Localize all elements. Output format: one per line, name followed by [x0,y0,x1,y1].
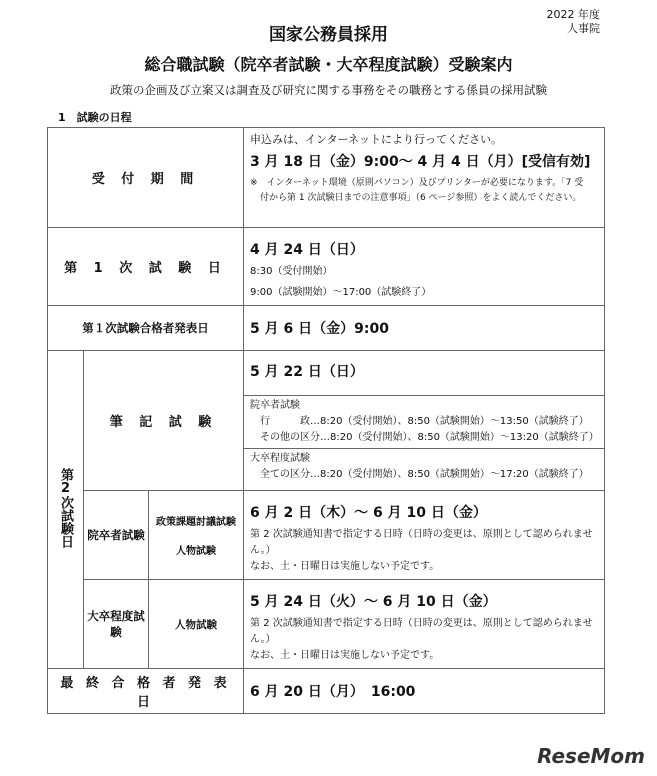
label: 政策課題討議試験 [156,517,236,528]
date: 5 月 6 日（金）9:00 [250,321,389,337]
label: 第１次試験合格者発表日 [48,306,244,351]
text: なお、土・日曜日は実施しない予定です。 [250,650,440,661]
row-first-exam [48,228,605,306]
text: なお、土・日曜日は実施しない予定です。 [250,561,440,572]
year: 2022 年度 [546,8,600,21]
row-written-exam [48,351,605,491]
schedule-table [47,127,605,714]
org: 人事院 [567,22,600,35]
label: 受 付 期 間 [48,128,244,228]
doc-description: 政策の企画及び立案又は調査及び研究に関する事務をその職務とする係員の採用試験 [110,83,547,97]
date: 5 月 24 日（火）～ 6 月 10 日（金） [250,594,497,610]
date: 6 月 20 日（月） 16:00 [250,684,416,700]
date: 6 月 2 日（木）～ 6 月 10 日（金） [250,505,487,521]
text: 申込みは、インターネットにより行ってください。 [250,133,503,146]
label: 最 終 合 格 者 発 表 日 [48,669,244,714]
label: 筆 記 試 験 [84,351,244,491]
row-grad-exam [48,491,605,580]
date: 3 月 18 日（金）9:00～ 4 月 4 日（月）[受信有効] [250,154,591,170]
text: その他の区分…8:20（受付開始）、8:50（試験開始）～13:20（試験終了） [260,432,599,443]
row-univ-exam [48,580,605,669]
label: 院卒者試験 [84,491,149,580]
text: 第 2 次試験通知書で指定する日時（日時の変更は、原則として認められません。） [250,618,593,645]
section-heading: 1 試験の日程 [58,111,132,124]
row-reception [48,128,605,228]
text: 8:30（受付開始） [250,266,333,277]
text: 院卒者試験 [250,400,301,411]
date: 5 月 22 日（日） [250,364,364,380]
row-final-result [48,669,605,714]
text: 行 政…8:20（受付開始）、8:50（試験開始）～13:50（試験終了） [260,416,589,427]
label: 第2次試験日 [58,467,73,548]
label: 大卒程度試験 [84,580,149,669]
note: 付から第 1 次試験日までの注意事項」（6 ページ参照）をよく読んでください。 [260,193,582,203]
date: 4 月 24 日（日） [250,242,364,258]
text: 9:00（試験開始）～17:00（試験終了） [250,287,432,298]
row-first-result [48,306,605,351]
text: 大卒程度試験 [250,453,311,464]
doc-title: 国家公務員採用 [269,25,388,45]
text: 全ての区分…8:20（受付開始）、8:50（試験開始）～17:20（試験終了） [260,469,589,480]
doc-subtitle: 総合職試験（院卒者試験・大卒程度試験）受験案内 [144,55,513,74]
resemom-logo: ReseMom [537,744,645,768]
note: ※ インターネット環境（原則パソコン）及びプリンターが必要になります。「7 受 [250,178,584,188]
label: 第 1 次 試 験 日 [48,228,244,306]
label: 人物試験 [176,546,216,557]
text: 第 2 次試験通知書で指定する日時（日時の変更は、原則として認められません。） [250,529,593,556]
label: 人物試験 [149,580,244,669]
